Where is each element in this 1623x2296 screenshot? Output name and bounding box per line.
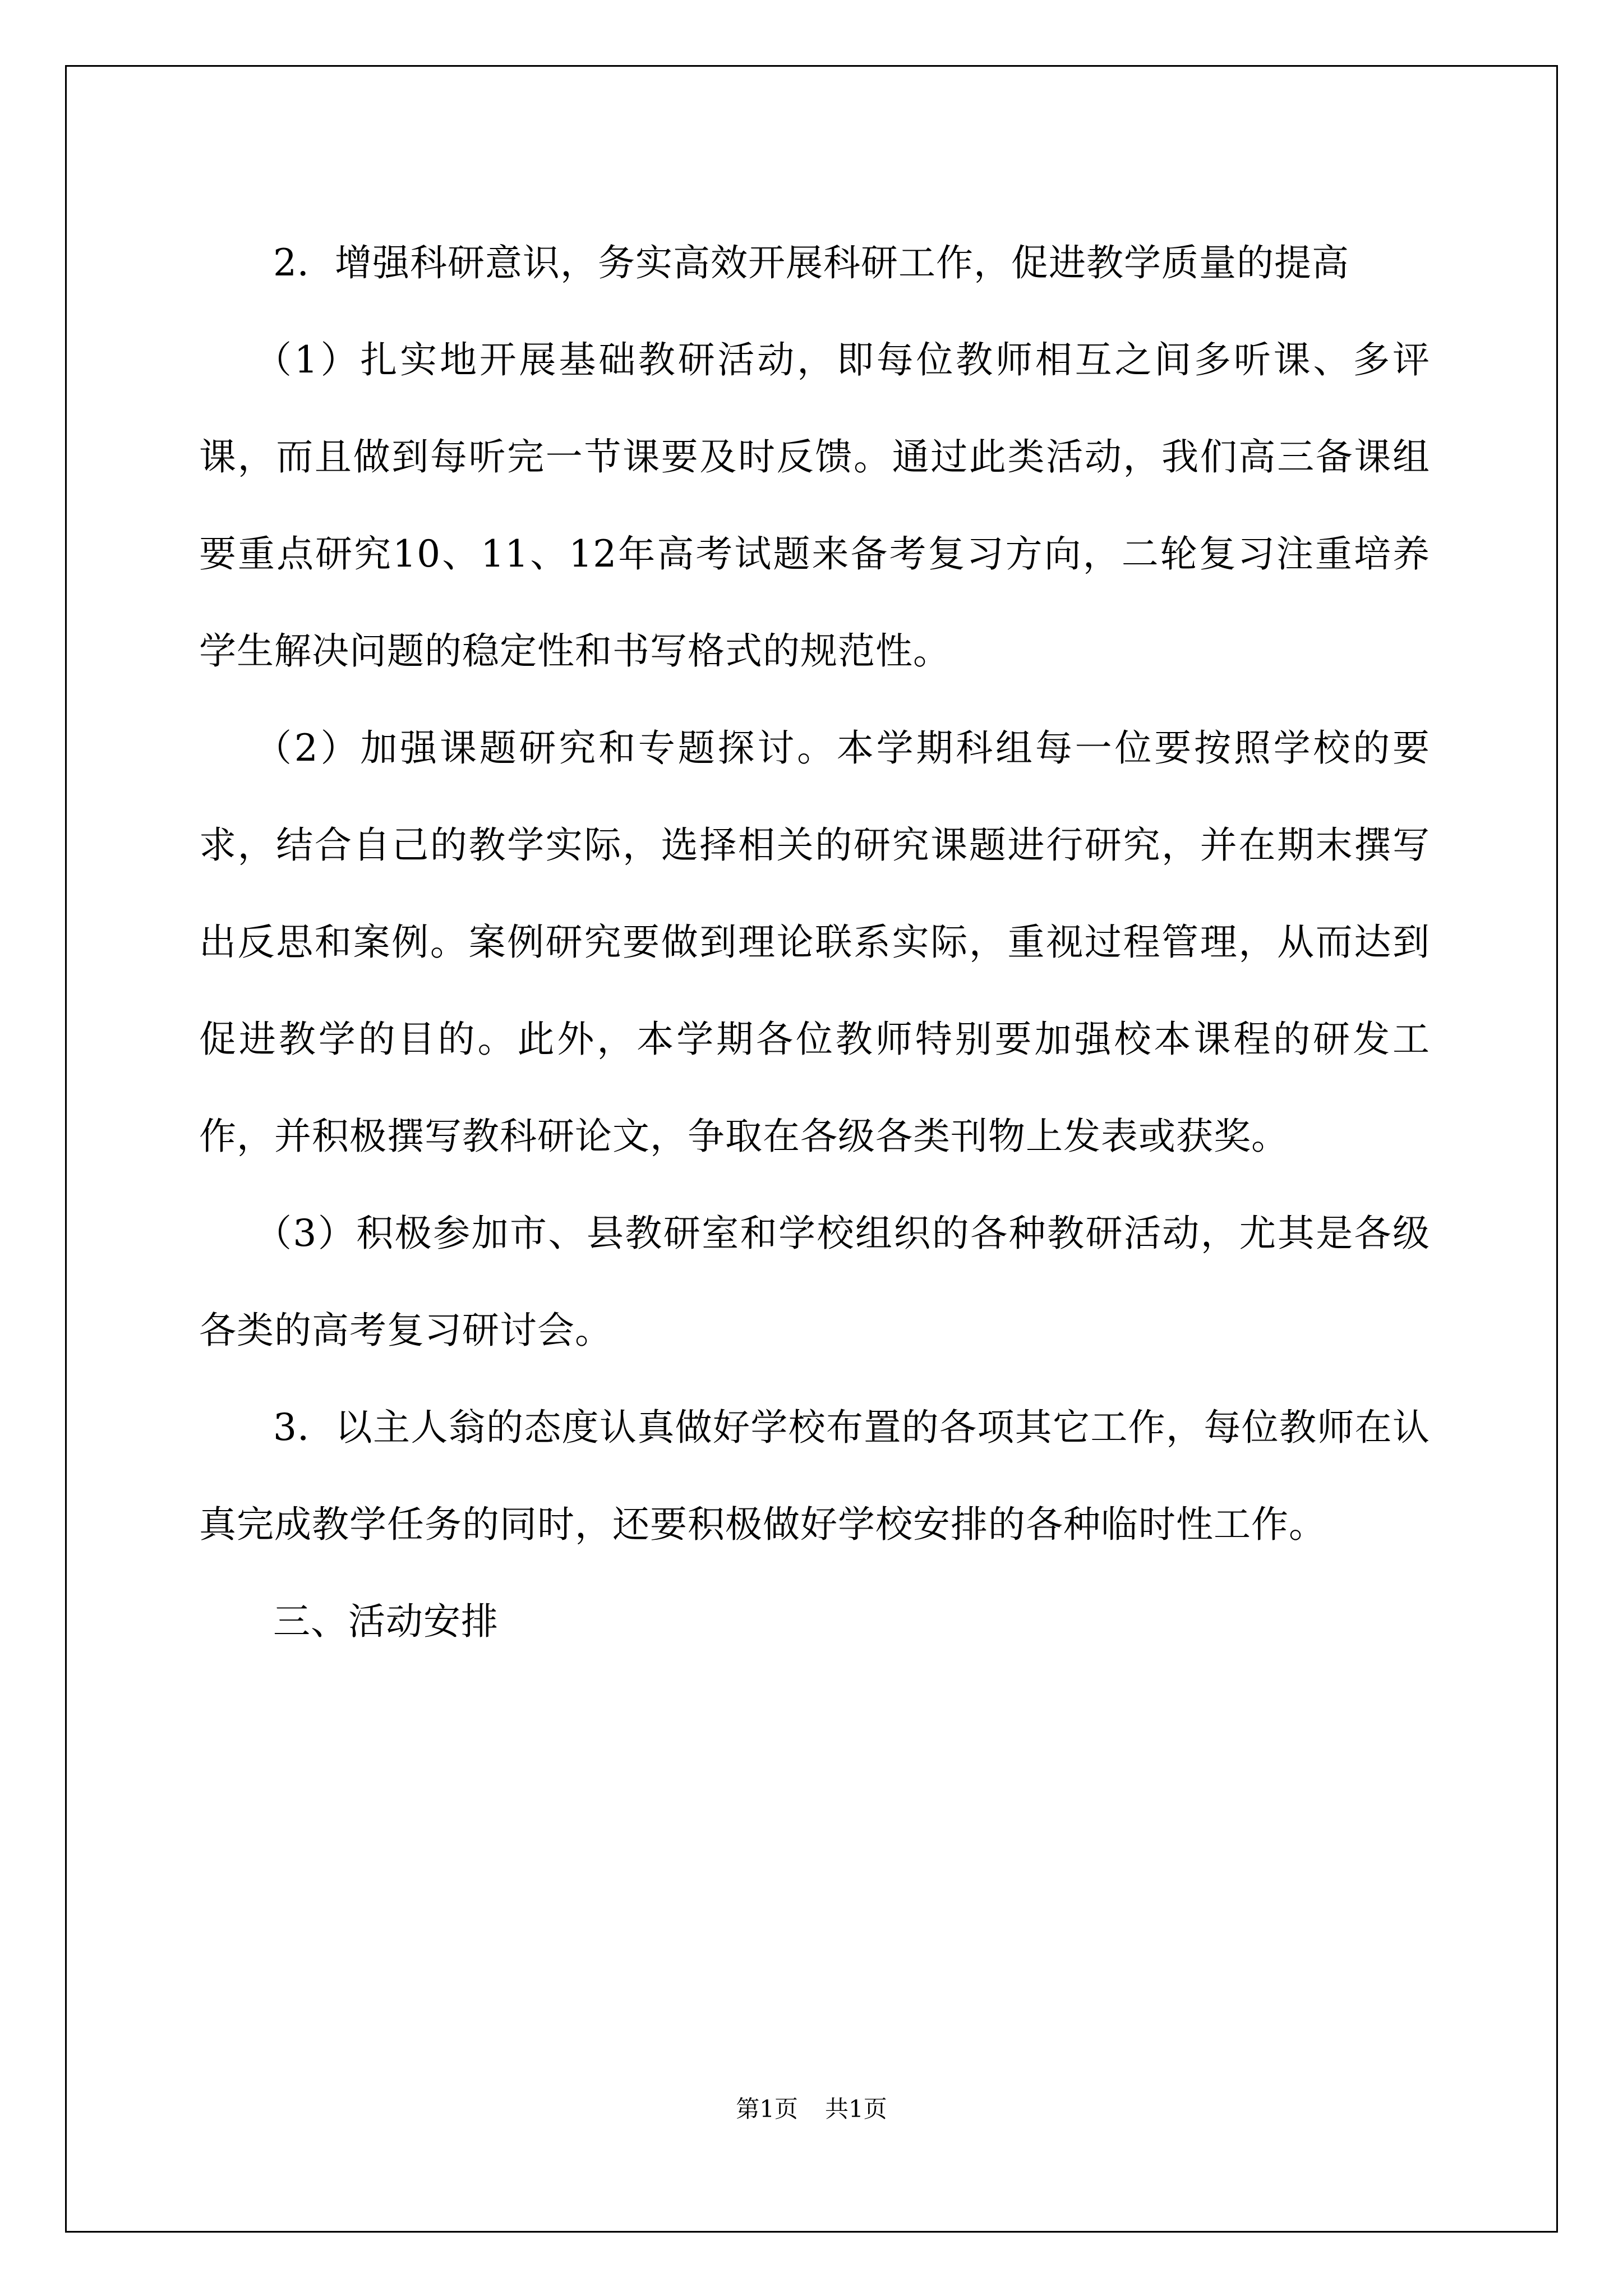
page-footer [0,2092,1623,2126]
document-body [199,214,1430,1670]
paragraph-research-awareness: 2．增强科研意识，务实高效开展科研工作，促进教学质量的提高 [273,241,1349,284]
section-heading-activity-schedule: 三、活动安排 [273,1600,499,1643]
paragraph-basic-teaching-research: （1）扎实地开展基础教研活动，即每位教师相互之间多听课、多评课，而且做到每听完一节课要及时反馈。通过此类活动，我们高三备课组要重点研究10、11、12年高考试题来备考复习方向，二轮复习注重培养学生解决问题的稳定性和书写格式的规范性。 [199,338,1430,673]
paragraph-research-activities: （3）积极参加市、县教研室和学校组织的各种教研活动，尤其是各级各类的高考复习研讨会。 [199,1212,1430,1352]
page-number-total: 共1页 [825,2095,887,2123]
page-number-current: 第1页 [736,2095,798,2123]
paragraph-other-work: 3．以主人翁的态度认真做好学校布置的各项其它工作，每位教师在认真完成教学任务的同时，还要积极做好学校安排的各种临时性工作。 [199,1406,1430,1546]
paragraph-topic-research: （2）加强课题研究和专题探讨。本学期科组每一位要按照学校的要求，结合自己的教学实际，选择相关的研究课题进行研究，并在期末撰写出反思和案例。案例研究要做到理论联系实际，重视过程管理，从而达到促进教学的目的。此外，本学期各位教师特别要加强校本课程的研发工作，并积极撰写教科研论文，争取在各级各类刊物上发表或获奖。 [199,726,1430,1158]
